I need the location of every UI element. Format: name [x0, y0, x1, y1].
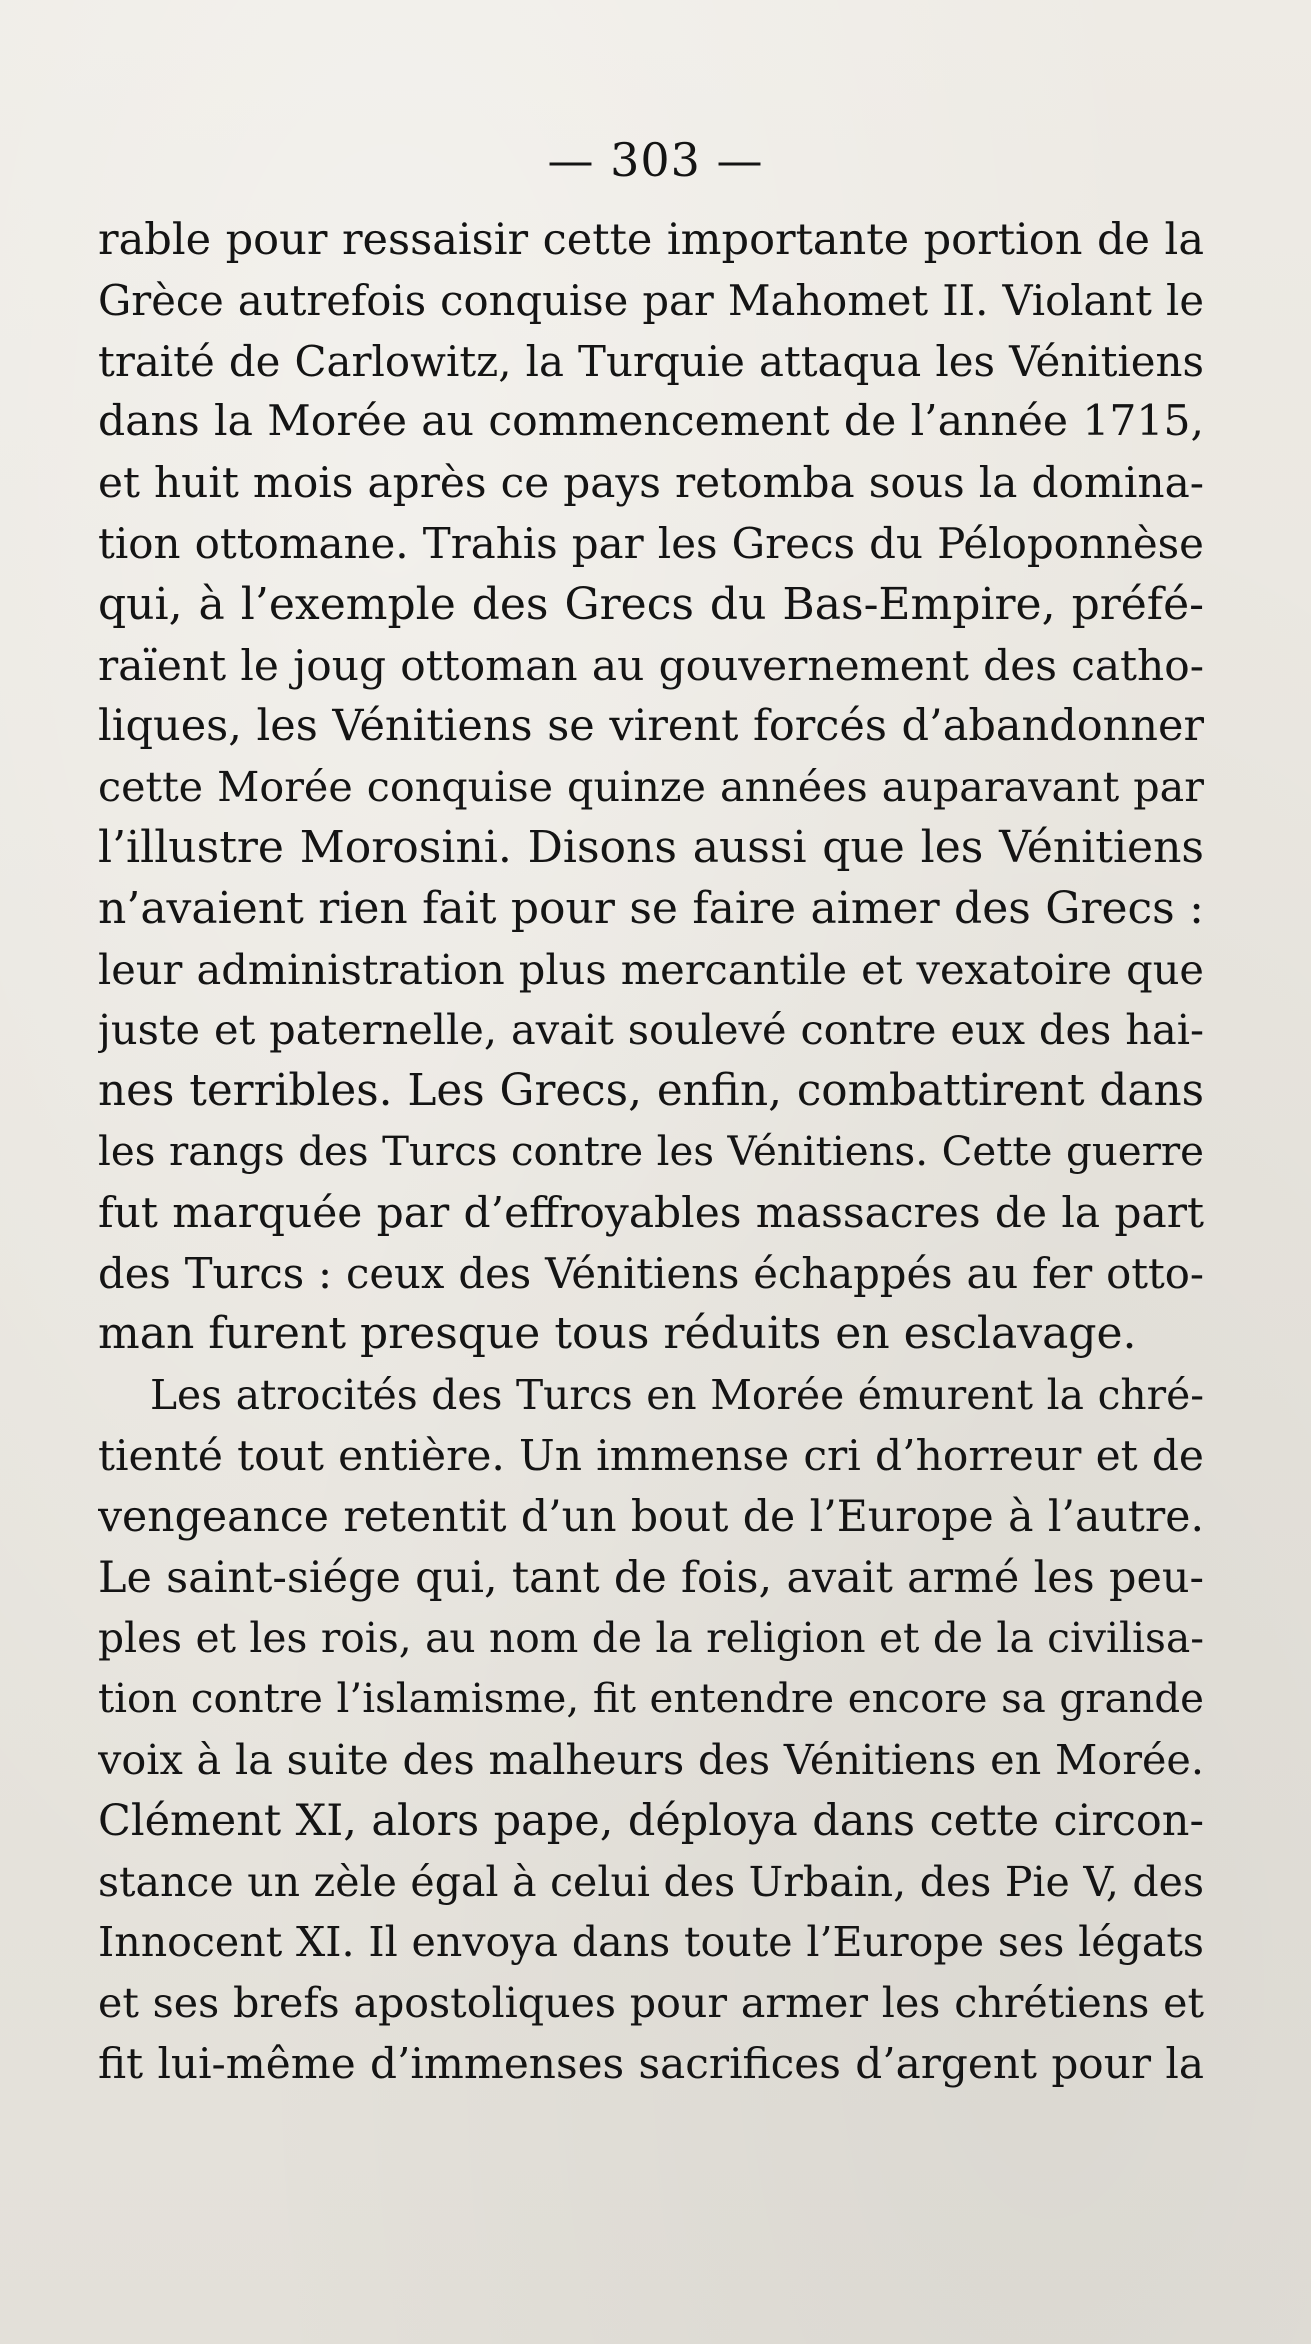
text-line: voix à la suite des malheurs des Vénitiens en Morée. — [98, 1735, 1204, 1784]
text-line: et huit mois après ce pays retomba sous la domina- — [98, 458, 1204, 508]
text-line: et ses brefs apostoliques pour armer les chrétiens et — [98, 1979, 1204, 2028]
text-line: fit lui-même d’immenses sacrifices d’argent pour la — [98, 2038, 1204, 2088]
text-line: dans la Morée au commencement de l’année 1715, — [98, 397, 1204, 447]
text-line: traité de Carlowitz, la Turquie attaqua les Vénitiens — [98, 336, 1204, 386]
text-line: qui, à l’exemple des Grecs du Bas-Empire, préfé- — [98, 578, 1204, 630]
text-line: n’avaient rien fait pour se faire aimer des Grecs : — [98, 882, 1204, 934]
text-line: juste et paternelle, avait soulevé contre eux des hai- — [98, 1005, 1204, 1055]
text-line: tienté tout entière. Un immense cri d’horreur et de — [98, 1430, 1204, 1480]
text-line: raïent le joug ottoman au gouvernement des catho- — [98, 640, 1204, 690]
text-line: leur administration plus mercantile et vexatoire que — [98, 944, 1204, 994]
text-line: nes terribles. Les Grecs, enfin, combattirent dans — [98, 1065, 1204, 1117]
text-line: Innocent XI. Il envoya dans toute l’Europe ses légats — [98, 1918, 1204, 1967]
text-line: tion ottomane. Trahis par les Grecs du Péloponnèse — [98, 518, 1204, 568]
text-line: tion contre l’islamisme, fit entendre encore sa grande — [98, 1676, 1204, 1723]
text-line: man furent presque tous réduits en esclavage. — [98, 1308, 1137, 1360]
text-line: des Turcs : ceux des Vénitiens échappés au fer otto- — [98, 1248, 1204, 1298]
text-line: liques, les Vénitiens se virent forcés d’abandonner — [98, 701, 1204, 752]
text-line: les rangs des Turcs contre les Vénitiens. Cette guerre — [98, 1127, 1204, 1175]
text-line: ples et les rois, au nom de la religion et de la civilisa- — [98, 1614, 1204, 1663]
body-text — [98, 210, 1204, 2095]
text-line: vengeance retentit d’un bout de l’Europe à l’autre. — [98, 1491, 1204, 1542]
text-line: cette Morée conquise quinze années auparavant par — [98, 763, 1204, 812]
text-line: Le saint-siége qui, tant de fois, avait armé les peu- — [98, 1552, 1204, 1603]
text-line: Grèce autrefois conquise par Mahomet II. Violant le — [98, 275, 1204, 325]
text-line: rable pour ressaisir cette importante portion de la — [98, 215, 1204, 265]
page-number: — 303 — — [547, 133, 764, 187]
text-line: Clément XI, alors pape, déploya dans cette circon- — [98, 1795, 1204, 1846]
text-line: stance un zèle égal à celui des Urbain, des Pie V, des — [98, 1857, 1204, 1906]
text-line: fut marquée par d’effroyables massacres de la part — [98, 1187, 1204, 1237]
text-line: Les atrocités des Turcs en Morée émurent la chré- — [150, 1371, 1204, 1420]
text-line: l’illustre Morosini. Disons aussi que les Vénitiens — [98, 821, 1204, 873]
